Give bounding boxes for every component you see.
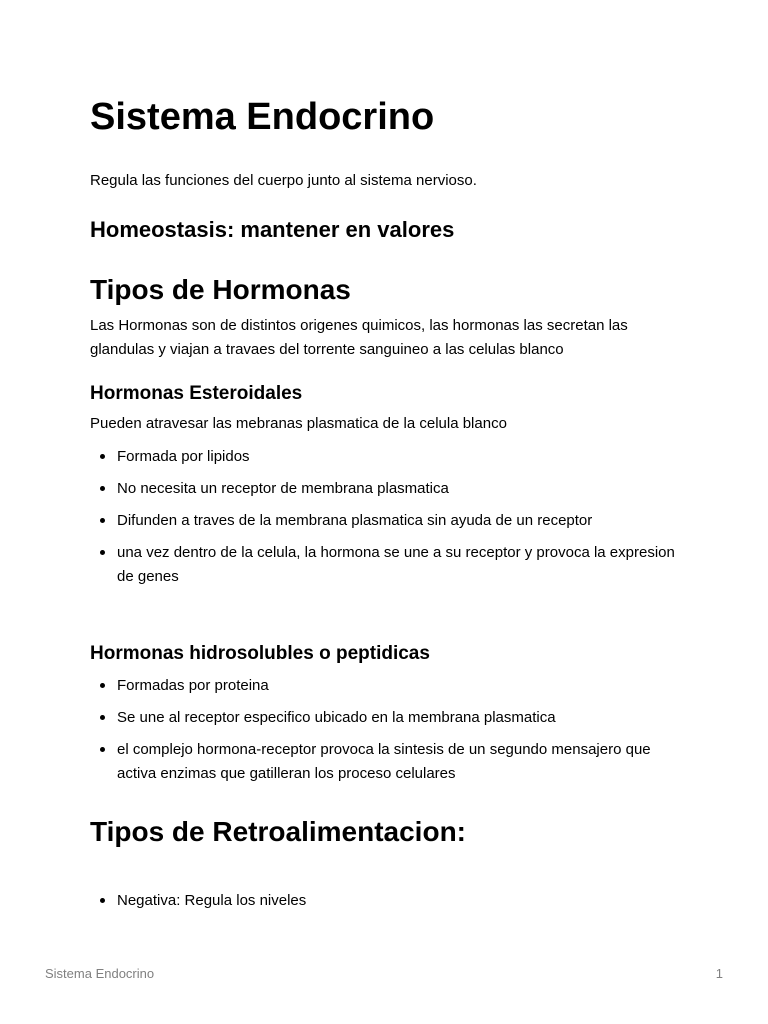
bullet-icon <box>100 454 105 459</box>
list-item-text: Formadas por proteina <box>117 677 269 694</box>
list-item-text: una vez dentro de la celula, la hormona se une a su receptor y provoca la expresion de genes <box>117 544 675 585</box>
hidrosolubles-heading: Hormonas hidrosolubles o peptidicas <box>90 643 430 664</box>
bullet-icon <box>100 550 105 555</box>
tipos-hormonas-text: Las Hormonas son de distintos origenes quimicos, las hormonas las secretan las glandulas y viajan a travaes del torrente sanguineo a las celulas blanco <box>90 317 628 358</box>
footer-title: Sistema Endocrino <box>45 966 155 981</box>
retroalimentacion-heading: Tipos de Retroalimentacion: <box>90 816 466 847</box>
list-item <box>90 477 690 501</box>
list-item-text: Difunden a traves de la membrana plasmatica sin ayuda de un receptor <box>117 512 593 529</box>
bullet-icon <box>100 898 105 903</box>
list-item-text: el complejo hormona-receptor provoca la sintesis de un segundo mensajero que activa enzimas que gatilleran los proceso celulares <box>117 741 651 782</box>
list-item <box>90 706 690 730</box>
intro-text: Regula las funciones del cuerpo junto al sistema nervioso. <box>90 172 477 189</box>
bullet-icon <box>100 747 105 752</box>
list-item <box>90 509 690 533</box>
tipos-hormonas-heading: Tipos de Hormonas <box>90 274 351 305</box>
esteroidales-text: Pueden atravesar las mebranas plasmatica de la celula blanco <box>90 415 507 432</box>
page-number: 1 <box>715 966 723 981</box>
bullet-icon <box>100 486 105 491</box>
list-item <box>90 674 690 698</box>
bullet-icon <box>100 715 105 720</box>
list-item-text: No necesita un receptor de membrana plasmatica <box>117 480 449 497</box>
document-title: Sistema Endocrino <box>90 96 435 138</box>
list-item <box>90 889 690 913</box>
list-item <box>90 738 690 786</box>
homeostasis-heading: Homeostasis: mantener en valores <box>90 217 455 242</box>
bullet-icon <box>100 518 105 523</box>
list-item-text: Formada por lipidos <box>117 448 250 465</box>
esteroidales-heading: Hormonas Esteroidales <box>90 383 303 404</box>
list-item-text: Negativa: Regula los niveles <box>117 892 307 909</box>
list-item-text: Se une al receptor especifico ubicado en la membrana plasmatica <box>117 709 556 726</box>
list-item <box>90 541 690 589</box>
list-item <box>90 445 690 469</box>
bullet-icon <box>100 683 105 688</box>
